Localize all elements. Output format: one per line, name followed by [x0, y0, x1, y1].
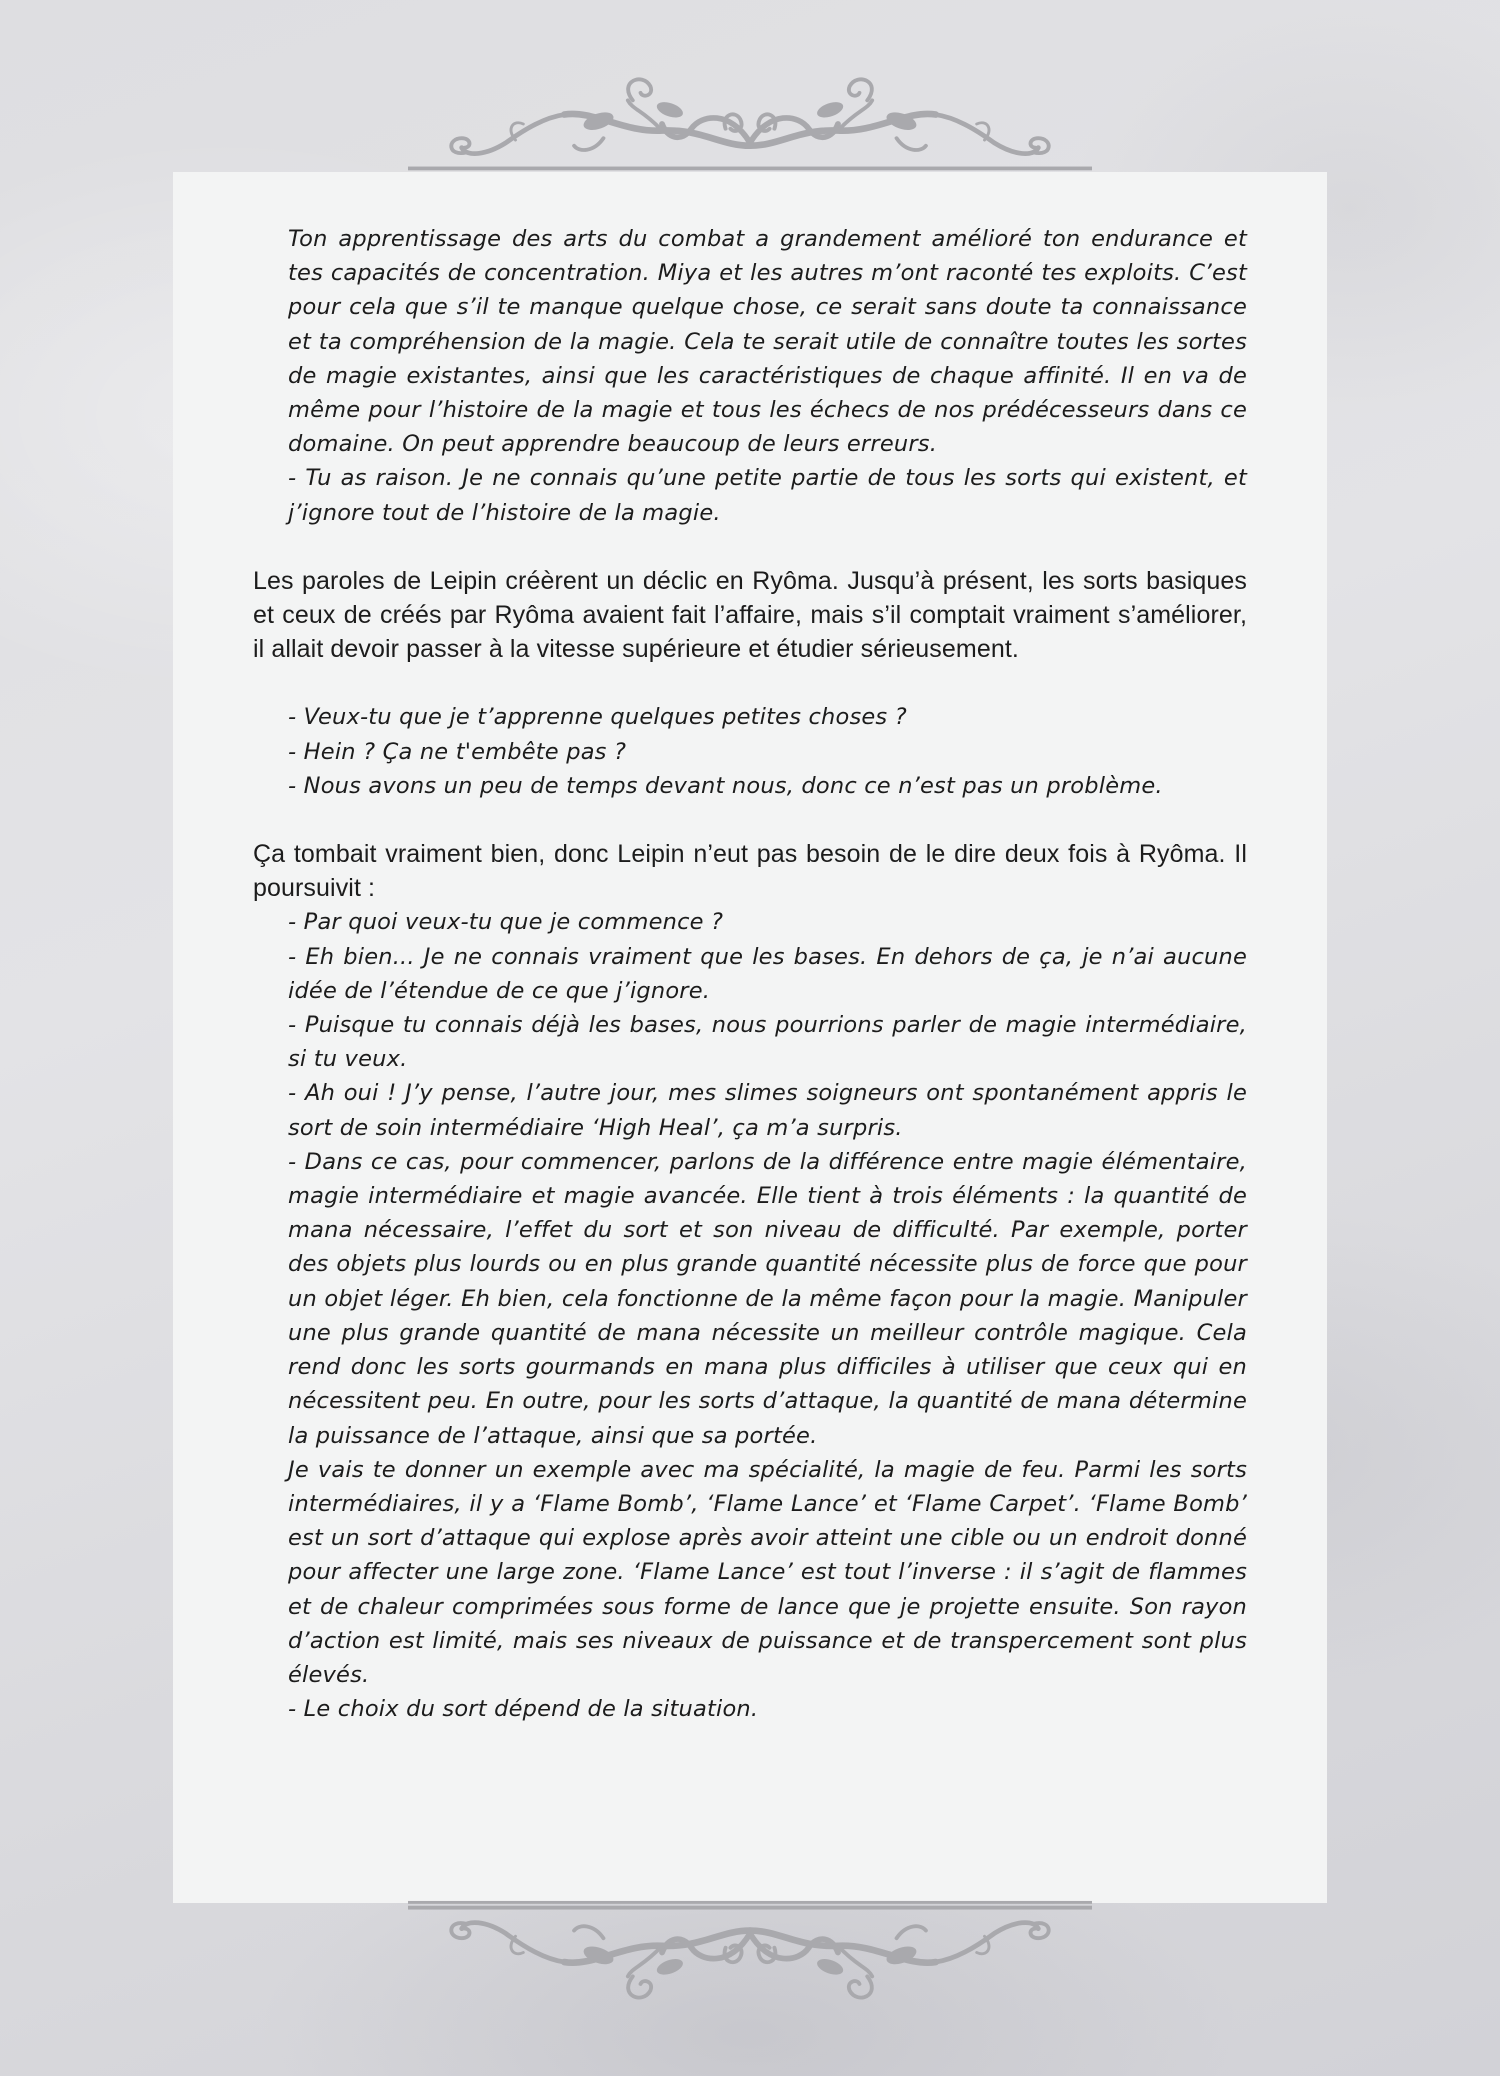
- dialogue-line: - Puisque tu connais déjà les bases, nous pourrions parler de magie intermédiaire, si tu veux.: [288, 1012, 1247, 1073]
- dialogue-block: [253, 700, 1247, 803]
- narration-block: [253, 837, 1247, 905]
- flourish-divider-icon: [408, 72, 1092, 176]
- dialogue-line: - Eh bien... Je ne connais vraiment que les bases. En dehors de ça, je n’ai aucune idée de l’étendue de ce que j’ignore.: [288, 943, 1247, 1004]
- dialogue-line: - Nous avons un peu de temps devant nous, donc ce n’est pas un problème.: [288, 772, 1163, 799]
- dialogue-line: Je vais te donner un exemple avec ma spécialité, la magie de feu. Parmi les sorts intermédiaires, il y a ‘Flame Bomb’, ‘Flame Lance’ et ‘Flame Carpet’. ‘Flame Bomb’ est un sort d’attaque qui explose après avoir atteint une cible ou un endroit donné pour affecter une large zone. ‘Flame Lance’ est tout l’inverse : il s’agit de flammes et de chaleur comprimées sous forme de lance que je projette ensuite. Son rayon d’action est limité, mais ses niveaux de puissance et de transpercement sont plus élevés.: [288, 1456, 1247, 1688]
- dialogue-line: - Ah oui ! J’y pense, l’autre jour, mes slimes soigneurs ont spontanément appris le sort de soin intermédiaire ‘High Heal’, ça m’a surpris.: [288, 1080, 1247, 1141]
- dialogue-line: - Hein ? Ça ne t'embête pas ?: [288, 738, 627, 765]
- top-flourish-ornament: [408, 72, 1092, 176]
- narration-block: [253, 564, 1247, 667]
- dialogue-line: - Le choix du sort dépend de la situation.: [288, 1696, 759, 1723]
- flourish-divider-icon: [408, 1900, 1092, 2005]
- dialogue-line: Ton apprentissage des arts du combat a grandement amélioré ton endurance et tes capacités de concentration. Miya et les autres m’ont raconté tes exploits. C’est pour cela que s’il te manque quelque chose, ce serait sans doute ta connaissance et ta compréhension de la magie. Cela te serait utile de connaître toutes les sortes de magie existantes, ainsi que les caractéristiques de chaque affinité. Il en va de même pour l’histoire de la magie et tous les échecs de nos prédécesseurs dans ce domaine. On peut apprendre beaucoup de leurs erreurs.: [288, 226, 1247, 458]
- dialogue-line: - Veux-tu que je t’apprenne quelques petites choses ?: [288, 704, 907, 731]
- narration-paragraph: Les paroles de Leipin créèrent un déclic en Ryôma. Jusqu’à présent, les sorts basiques et ceux de créés par Ryôma avaient fait l’affaire, mais s’il comptait vraiment s’améliorer, il allait devoir passer à la vitesse supérieure et étudier sérieusement.: [253, 566, 1247, 664]
- dialogue-block: [253, 905, 1247, 1726]
- bottom-flourish-ornament: [408, 1900, 1092, 2005]
- dialogue-line: - Tu as raison. Je ne connais qu’une petite partie de tous les sorts qui existent, et j’ignore tout de l’histoire de la magie.: [288, 465, 1247, 526]
- dialogue-line: - Par quoi veux-tu que je commence ?: [288, 909, 724, 936]
- narration-paragraph: Ça tombait vraiment bien, donc Leipin n’eut pas besoin de le dire deux fois à Ryôma. Il poursuivit :: [253, 840, 1247, 903]
- dialogue-block: [253, 222, 1247, 530]
- dialogue-line: - Dans ce cas, pour commencer, parlons de la différence entre magie élémentaire, magie intermédiaire et magie avancée. Elle tient à trois éléments : la quantité de mana nécessaire, l’effet du sort et son niveau de difficulté. Par exemple, porter des objets plus lourds ou en plus grande quantité nécessite plus de force que pour un objet léger. Eh bien, cela fonctionne de la même façon pour la magie. Manipuler une plus grande quantité de mana nécessite un meilleur contrôle magique. Cela rend donc les sorts gourmands en mana plus difficiles à utiliser que ceux qui en nécessitent peu. En outre, pour les sorts d’attaque, la quantité de mana détermine la puissance de l’attaque, ainsi que sa portée.: [288, 1148, 1247, 1449]
- story-text: [253, 222, 1247, 1726]
